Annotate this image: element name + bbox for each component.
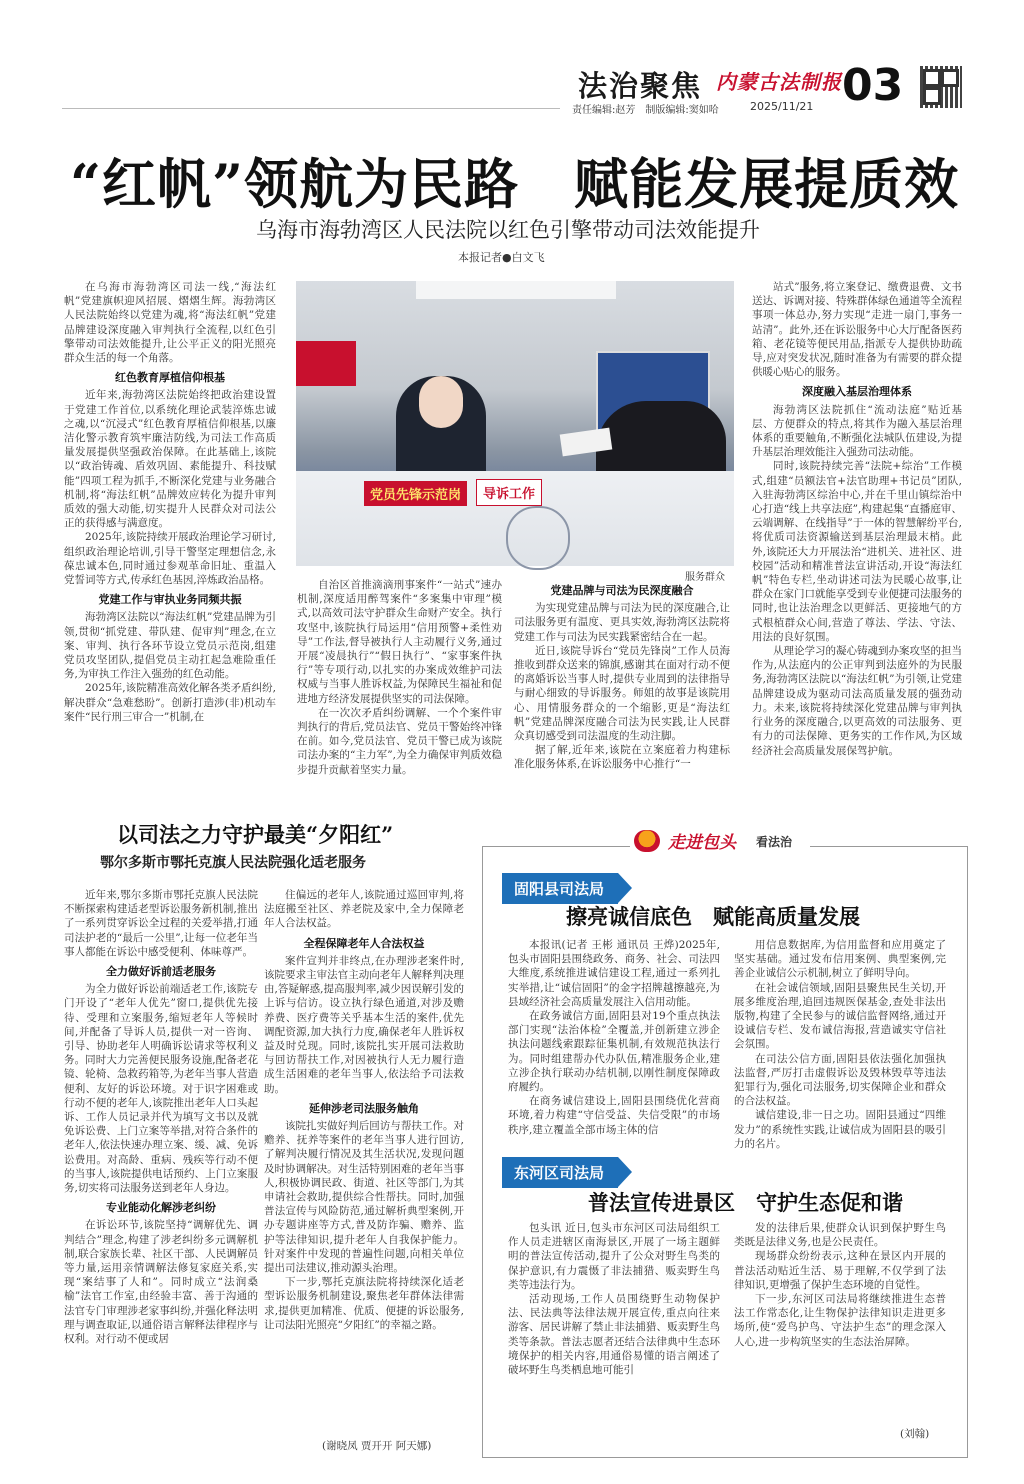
lead-headline: “红帆”领航为民路 赋能发展提质效 bbox=[70, 152, 960, 216]
photo-sign-red: 党员先锋示范岗 bbox=[364, 481, 467, 506]
column-body bbox=[64, 280, 276, 724]
paragraph: 用信息数据库,为信用监督和应用奠定了坚实基础。通过发布信用案例、典型案例,完善企业诚信公示机制,树立了鲜明导向。 bbox=[734, 939, 946, 980]
paragraph: 2025年,该院精准高效化解各类矛盾纠纷,解决群众“急难愁盼”。创新打造涉(非)机动车案件“民行刑三审合一”机制,在 bbox=[64, 682, 276, 723]
paragraph: 诚信建设,非一日之功。固阳县通过“四维发力”的系统性实践,让诚信成为固阳县的吸引力的名片。 bbox=[734, 1109, 946, 1150]
section-subheading: 全程保障老年人合法权益 bbox=[303, 936, 425, 950]
section-subheading: 党建品牌与司法为民深度融合 bbox=[550, 584, 694, 597]
banner-title: 走进包头 bbox=[668, 833, 736, 853]
column-body bbox=[734, 938, 946, 1151]
paragraph: 在乌海市海勃湾区司法一线,“海法红帆”党建旗帜迎风招展、熠熠生辉。海勃湾区人民法院始终以党建为魂,将“海法红帆”党建品牌建设深度融入审判执行全流程,以红色引擎带动司法效能提升,让公平正义的阳光照亮群众生活的每一个角落。 bbox=[64, 281, 276, 365]
paragraph: 为实现党建品牌与司法为民的深度融合,让司法服务更有温度、更具实效,海勃湾区法院将党建工作与司法为民实践紧密结合在一起。 bbox=[514, 602, 730, 643]
lead-column-1 bbox=[64, 280, 276, 770]
second-byline: (谢晓凤 贾开开 阿天娜) bbox=[322, 1440, 432, 1452]
paragraph: 自治区首推滴滴刑事案件“一站式”速办机制,深度适用醉驾案件“多案集中审理”模式,以高效司法守护群众生命财产安全。执行攻坚中,该院执行局运用“信用预警+柔性劝导”工作法,督导被执行人主动履行义务,通过开展“凌晨执行”“假日执行”、“家事案件执行”等专项行动,以扎实的办案成效维护司法权威与当事人胜诉权益,为保障民生福祉和促进地方经济发展提供坚实的司法保障。 bbox=[297, 579, 502, 705]
qr-code-icon bbox=[920, 66, 962, 108]
column-body bbox=[264, 888, 464, 1332]
section-subheading: 全力做好诉前适老服务 bbox=[106, 965, 216, 979]
paragraph: 下一步,鄂托克旗法院将持续深化适老型诉讼服务机制建设,聚焦老年群体法律需求,提供更加精准、优质、便捷的诉讼服务,让司法阳光照亮“夕阳红”的幸福之路。 bbox=[264, 1276, 464, 1331]
guyang-headline: 擦亮诚信底色 赋能高质量发展 bbox=[566, 904, 860, 929]
lead-column-3 bbox=[514, 578, 730, 778]
paragraph: 包头讯 近日,包头市东河区司法局组织工作人员走进辖区南海景区,开展了一场主题鲜明的普法宣传活动,提升了公众对野生鸟类的保护意识,有力震慑了非法捕猎、贩卖野生鸟类等违法行为。 bbox=[508, 1222, 720, 1291]
donghe-headline: 普法宣传进景区 守护生态促和谐 bbox=[588, 1190, 903, 1215]
section-subheading: 延伸涉老司法服务触角 bbox=[309, 1101, 419, 1115]
paragraph: 案件宣判并非终点,在办理涉老案件时,该院要求主审法官主动向老年人解释判决理由,答疑解惑,提高服判率,减少因误解引发的上诉与信访。设立执行绿色通道,对涉及赡养费、医疗费等关乎基本生活的案件,优先调配资源,加大执行力度,确保老年人胜诉权益及时兑现。同时,该院扎实开展司法救助与回访帮扶工作,对因被执行人无力履行造成生活困难的老年当事人,依法给予司法救助。 bbox=[264, 954, 464, 1095]
sun-logo-icon bbox=[634, 830, 660, 852]
lead-subheadline: 乌海市海勃湾区人民法院以红色引擎带动司法效能提升 bbox=[256, 218, 760, 242]
paragraph: 下一步,东河区司法局将继续推进生态普法工作常态化,让生物保护法律知识走进更多场所,使“爱鸟护鸟、守法护生态”的理念深入人心,进一步构筑坚实的生态法治屏障。 bbox=[734, 1293, 946, 1348]
lead-photo bbox=[296, 281, 734, 566]
paragraph: 海勃湾区法院抓住“流动法庭”贴近基层、方便群众的特点,将其作为融入基层治理体系的重要触角,不断强化法城队伍建设,为提升基层治理效能注入强劲司法动能。 bbox=[752, 403, 962, 459]
masthead-rule bbox=[62, 108, 560, 109]
column-body bbox=[64, 888, 258, 1346]
paragraph: 据了解,近年来,该院在立案庭着力构建标准化服务体系,在诉讼服务中心推行“一 bbox=[514, 744, 730, 771]
lead-column-2 bbox=[297, 578, 502, 778]
second-subheadline: 鄂尔多斯市鄂托克旗人民法院强化适老服务 bbox=[100, 855, 366, 871]
section-subheading: 红色教育厚植信仰根基 bbox=[115, 371, 225, 385]
guyang-tag: 固阳县司法局 bbox=[502, 873, 618, 904]
paragraph: 在诉讼环节,该院坚持“调解优先、调判结合”理念,构建了涉老纠纷多元调解机制,联合家族长辈、社区干部、人民调解员等力量,运用亲情调解法修复家庭关系,实现“案结事了人和”。同时成立“法润桑榆”法官工作室,由经验丰富、善于沟通的法官专门审理涉老家事纠纷,并强化释法明理与调查取证,以通俗语言解释法律程序与权利。对行动不便或居 bbox=[64, 1219, 258, 1346]
paragraph: 发的法律后果,使群众认识到保护野生鸟类既是法律义务,也是公民责任。 bbox=[734, 1222, 946, 1249]
banner-subtitle: 看法治 bbox=[756, 835, 793, 849]
paragraph: 从理论学习的凝心铸魂到办案攻坚的担当作为,从法庭内的公正审判到法庭外的为民服务,海勃湾区法院以“海法红帆”为引领,让党建品牌建设成为驱动司法高质量发展的强劲动力。未来,该院将持续深化党建品牌与审判执行业务的深度融合,以更高效的司法服务、更有力的司法保障、更务实的工作作风,为区域经济社会高质量发展保驾护航。 bbox=[752, 645, 962, 757]
donghe-byline: (刘翰) bbox=[900, 1428, 930, 1440]
paragraph: 同时,该院持续完善“法院+综治”工作模式,组建“员额法官+法官助理+书记员”团队,入驻海勃湾区综治中心,并在千里山镇综治中心打造“线上共享法庭”,构建起集“直播庭审、云端调解、在线指导”于一体的智慧解纷平台,将优质司法资源输送到基层治理最末梢。此外,该院还大力开展法治“进机关、进社区、进校园”活动和精准普法宣讲活动,开设“海法红帆”特色专栏,坐动讲述司法为民暖心故事,让群众在家门口就能享受到专业便捷司法服务的同时,也让法治理念以更鲜活、更接地气的方式根植群众心间,营造了尊法、学法、守法、用法的良好氛围。 bbox=[752, 460, 962, 643]
second-headline: 以司法之力守护最美“夕阳红” bbox=[117, 822, 394, 847]
paragraph: 站式”服务,将立案登记、缴费退费、文书送达、诉调对接、特殊群体绿色通道等全流程事项一体总办,努力实现“走进一扇门,事务一站清”。此外,还在诉讼服务中心大厅配备医药箱、老花镜等便民用品,指派专人提供协助疏导,应对突发状况,随时准备为有需要的群众提供暖心贴心的服务。 bbox=[752, 281, 962, 379]
paragraph: 在一次次矛盾纠纷调解、一个个案件审判执行的背后,党员法官、党员干警始终冲锋在前。如今,党员法官、党员干警已成为该院司法办案的“主力军”,为全力确保审判质效稳步提升贡献着坚实力量。 bbox=[297, 706, 502, 776]
column-body bbox=[734, 1221, 946, 1349]
donghe-column-1 bbox=[508, 1221, 720, 1436]
lead-column-4 bbox=[752, 280, 962, 778]
guyang-column-2 bbox=[734, 938, 946, 1150]
donghe-tag: 东河区司法局 bbox=[502, 1157, 618, 1188]
section-title: 法治聚焦 bbox=[578, 69, 703, 103]
paragraph: 在社会诚信领域,固阳县聚焦民生关切,开展多维度治理,追回违规医保基金,查处非法出版物,构建了全民参与的诚信监督网络,通过开设诚信专栏、发布诚信海报,营造诚实守信社会氛围。 bbox=[734, 981, 946, 1051]
section-subheading: 专业能动化解涉老纠纷 bbox=[106, 1201, 216, 1215]
paragraph: 近年来,海勃湾区法院始终把政治建设置于党建工作首位,以系统化理论武装淬炼忠诚之魂,以“沉浸式”红色教育厚植信仰根基,以廉洁化警示教育筑牢廉洁防线,为司法工作高质量发展提供坚强政治保障。在此基础上,该院以“政治铸魂、盾效巩固、素能提升、科技赋能”四项工程为抓手,不断深化党建与业务融合机制,将“海法红帆”品牌效应转化为提升审判质效的强大动能,切实提升人民群众对司法公正的获得感与满意度。 bbox=[64, 389, 276, 530]
paragraph: 海勃湾区法院以“海法红帆”党建品牌为引领,贯彻“抓党建、带队建、促审判”理念,在立案、审判、执行各环节设立党员示范岗,组建党员攻坚团队,提倡党员主动扛起急难险重任务,为审执工作注入强劲的红色动能。 bbox=[64, 611, 276, 681]
paragraph: 近日,该院导诉台“党员先锋岗”工作人员海推收到群众送来的锦旗,感谢其在面对行动不便的离婚诉讼当事人时,提供专业周到的法律指导与耐心细致的导诉服务。师姐的故事是该院用心、用情服务群众的一个缩影,更是“海法红帆”党建品牌深度融合司法为民实践,让人民群众真切感受到司法温度的生动注脚。 bbox=[514, 644, 730, 743]
guyang-column-1 bbox=[508, 938, 720, 1143]
section-subheading: 深度融入基层治理体系 bbox=[802, 385, 912, 399]
paragraph: 住偏远的老年人,该院通过巡回审判,将法庭搬至社区、养老院及家中,全力保障老年人合法权益。 bbox=[264, 889, 464, 930]
paragraph: 该院扎实做好判后回访与帮扶工作。对赡养、抚养等案件的老年当事人进行回访,了解判决履行情况及其生活状况,发现问题及时协调解决。对生活特别困难的老年当事人,积极协调民政、街道、社区等部门,为其申请社会救助,提供综合性帮扶。同时,加强普法宣传与风险防范,通过解析典型案例,开办专题讲座等方式,普及防诈骗、赡养、监护等法律知识,提升老年人自我保护能力。针对案件中发现的普遍性问题,向相关单位提出司法建议,推动源头治理。 bbox=[264, 1120, 464, 1275]
paragraph: 近年来,鄂尔多斯市鄂托克旗人民法院不断探索构建适老型诉讼服务新机制,推出了一系列贯穿诉讼全过程的关爱举措,打通司法护老的“最后一公里”,让每一位老年当事人都能在诉讼中感受便利、体味尊严。 bbox=[64, 889, 258, 958]
photo-clerk-face bbox=[419, 376, 463, 428]
photo-ceiling-light bbox=[416, 281, 616, 299]
section-subheading: 党建工作与审执业务同频共振 bbox=[98, 593, 242, 607]
column-body bbox=[508, 1221, 720, 1377]
paragraph: 为全力做好诉讼前端适老工作,该院专门开设了“老年人优先”窗口,提供优先接待、受理和立案服务,缩短老年人等候时间,并配备了导诉人员,提供一对一咨询、引导、协助老年人明确诉讼请求等权利义务。同时大力完善便民服务设施,配备老花镜、轮椅、急救药箱等,为老年当事人营造便利、友好的诉讼环境。对于识字困难或行动不便的老年人,该院推出老年人口头起诉、工作人员记录并代为填写文书以及就免诉讼费、上门立案等举措,对符合条件的老年人,依法快速办理立案、缓、减、免诉讼费用。对高龄、重病、残疾等行动不便的当事人,该院提供电话预约、上门立案服务,切实将司法服务送到老年人身边。 bbox=[64, 983, 258, 1195]
column-body bbox=[514, 584, 730, 772]
photo-wall-sign bbox=[296, 341, 356, 386]
paragraph: 活动现场,工作人员围绕野生动物保护法、民法典等法律法规开展宣传,重点向往来游客、居民讲解了禁止非法捕猎、贩卖野生鸟类等条款。普法志愿者还结合法律典中生态环境保护的相关内容,用通俗易懂的语言阐述了破坏野生鸟类栖息地可能引 bbox=[508, 1293, 720, 1377]
photo-caption: 服务群众 bbox=[685, 572, 725, 583]
lead-byline: 本报记者●白文飞 bbox=[458, 251, 545, 264]
column-body bbox=[752, 280, 962, 758]
issue-date: 2025/11/21 bbox=[750, 100, 814, 113]
paper-logo: 内蒙古法制报 bbox=[716, 70, 842, 94]
baotou-banner bbox=[630, 826, 810, 856]
photo-sign-white: 导诉工作 bbox=[476, 479, 542, 506]
photo-counter-seal bbox=[506, 506, 570, 570]
editors-line: 责任编辑:赵芳 制版编辑:窦如哈 bbox=[572, 105, 719, 116]
column-body bbox=[508, 938, 720, 1137]
paragraph: 2025年,该院持续开展政治理论学习研讨,组织政治理论培训,引导干警坚定理想信念,永葆忠诚本色,同时通过参观革命旧址、重温入党誓词等方式,传承红色基因,淬炼政治品格。 bbox=[64, 531, 276, 587]
paragraph: 现场群众纷纷表示,这种在景区内开展的普法活动贴近生活、易于理解,不仅学到了法律知识,更增强了保护生态环境的自觉性。 bbox=[734, 1250, 946, 1291]
second-column-1 bbox=[64, 888, 258, 1433]
column-body bbox=[297, 578, 502, 777]
paragraph: 在政务诚信方面,固阳县对19个重点执法部门实现“法治体检”全覆盖,并创新建立涉企执法问题线索跟踪征集机制,有效规范执法行为。同时组建帮办代办队伍,精准服务企业,建立涉企执行联动办结机制,以刚性制度保障政府履约。 bbox=[508, 1010, 720, 1094]
page-number: 03 bbox=[842, 60, 904, 111]
paragraph: 本报讯(记者 王彬 通讯员 王烨)2025年,包头市固阳县围绕政务、商务、社会、司法四大维度,系统推进诚信建设工程,通过一系列扎实举措,让“诚信固阳”的金字招牌越擦越亮,为县域经济社会高质量发展注入信用动能。 bbox=[508, 939, 720, 1008]
paragraph: 在司法公信方面,固阳县依法强化加强执法监督,严厉打击虚假诉讼及毁林毁草等违法犯罪行为,强化司法服务,切实保障企业和群众的合法权益。 bbox=[734, 1052, 946, 1108]
donghe-column-2 bbox=[734, 1221, 946, 1421]
paragraph: 在商务诚信建设上,固阳县围绕优化营商环境,着力构建“守信受益、失信受限”的市场秩序,建立覆盖全部市场主体的信 bbox=[508, 1095, 720, 1136]
second-column-2 bbox=[264, 888, 464, 1436]
